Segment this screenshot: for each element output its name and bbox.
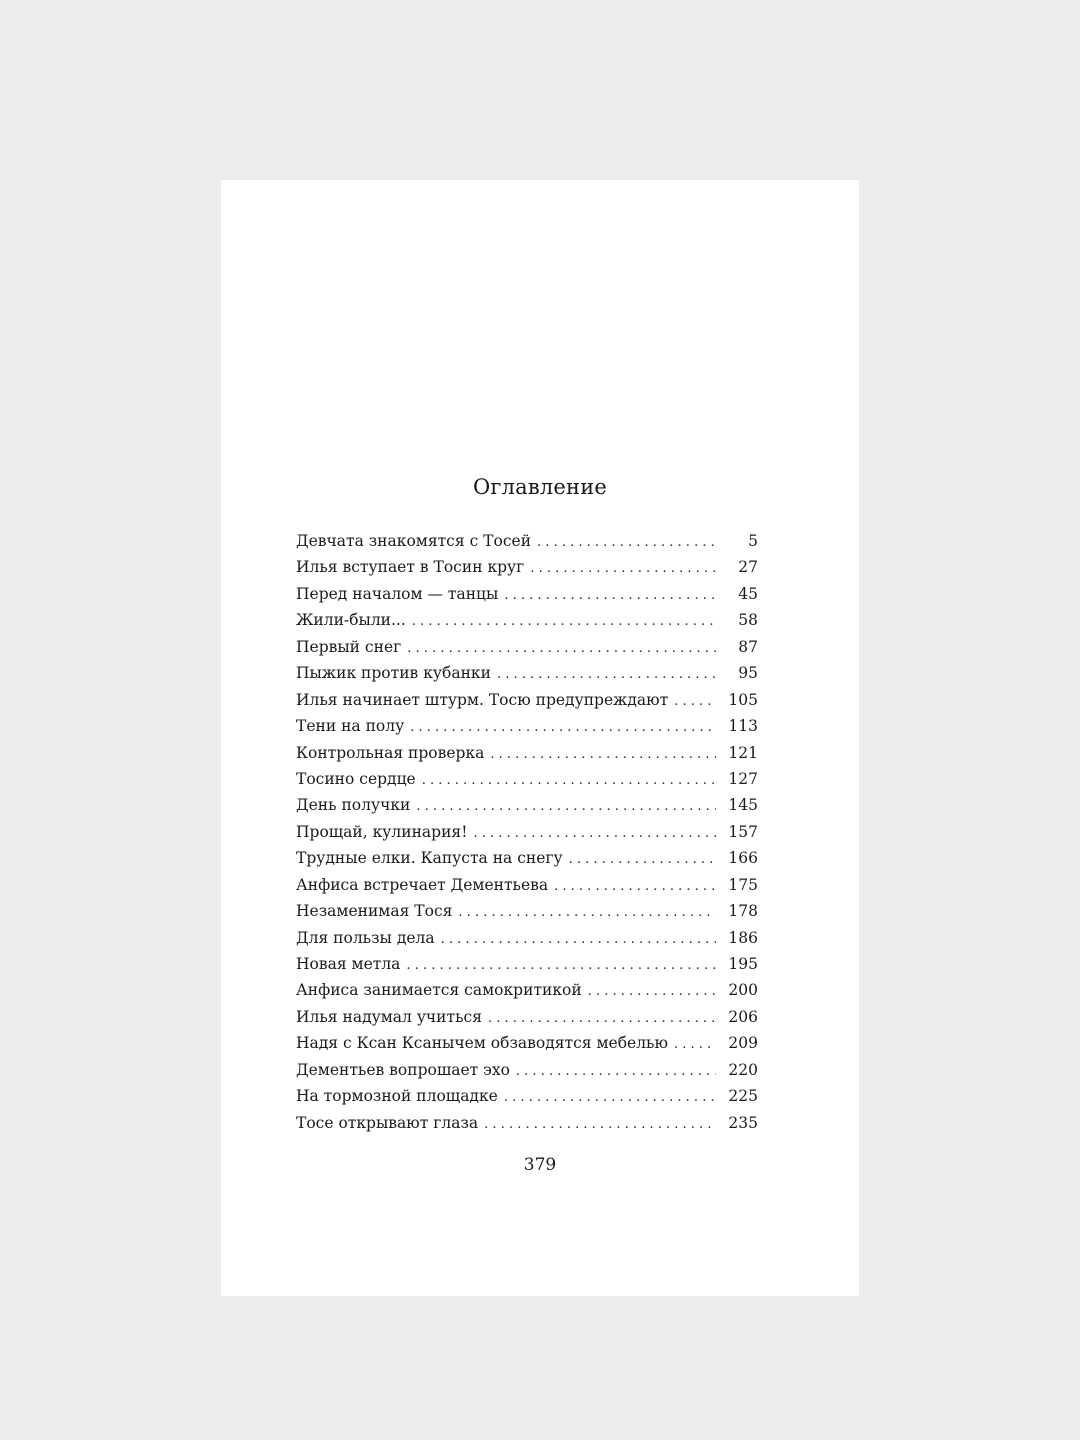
toc-entry-title: Надя с Ксан Ксанычем обзаводятся мебелью: [296, 1034, 668, 1053]
dot-leader: [554, 879, 716, 894]
toc-entry: [296, 1034, 758, 1060]
toc-entry-title: Тени на полу: [296, 717, 405, 736]
toc-entry-page: 178: [728, 902, 758, 921]
toc-entry-title: Анфиса встречает Дементьева: [296, 875, 549, 894]
toc-entry: [296, 664, 758, 690]
toc-entry: [296, 796, 758, 822]
dot-leader: [516, 1064, 716, 1079]
dot-leader: [410, 720, 716, 735]
dot-leader: [412, 614, 716, 629]
toc-entry-title: Дементьев вопрошает эхо: [296, 1060, 510, 1079]
toc-entry: [296, 823, 758, 849]
dot-leader: [569, 852, 716, 867]
toc-entry-page: 157: [728, 822, 758, 841]
book-page: [221, 180, 859, 1296]
toc-entry-title: Анфиса занимается самокритикой: [296, 981, 582, 1000]
toc-entry: [296, 1008, 758, 1034]
toc-entry: [296, 1114, 758, 1140]
dot-leader: [530, 561, 716, 576]
toc-entry: [296, 1061, 758, 1087]
toc-entry-title: Тосе открывают глаза: [296, 1113, 479, 1132]
toc-entry-page: 58: [738, 611, 758, 630]
toc-entry-title: Новая метла: [296, 955, 401, 973]
dot-leader: [458, 905, 716, 920]
toc-entry: [296, 638, 758, 664]
dot-leader: [473, 826, 716, 841]
dot-leader: [406, 958, 716, 973]
toc-entry-page: 209: [728, 1034, 758, 1053]
toc-entry-title: Первый снег: [296, 637, 402, 656]
toc-entry-page: 113: [728, 717, 758, 736]
toc-entry-title: Илья вступает в Тосин круг: [296, 558, 525, 577]
dot-leader: [422, 773, 716, 788]
toc-entry-title: Прощай, кулинария!: [296, 822, 468, 841]
dot-leader: [407, 641, 716, 656]
toc-entry-page: 235: [728, 1113, 758, 1132]
toc-entry-page: 186: [728, 928, 758, 947]
toc-entry-title: На тормозной площадке: [296, 1087, 498, 1106]
dot-leader: [537, 535, 716, 550]
toc-entry-page: 175: [728, 875, 758, 894]
toc-entry: [296, 1087, 758, 1113]
dot-leader: [588, 984, 716, 999]
page-number: 379: [523, 1155, 557, 1175]
toc-entry: [296, 744, 758, 770]
toc-entry-title: Девчата знакомятся с Тосей: [296, 532, 532, 550]
toc-entry-page: 27: [738, 558, 758, 577]
dot-leader: [674, 1037, 716, 1052]
toc-entry-title: День получки: [296, 796, 411, 815]
toc-entry: [296, 955, 758, 981]
toc-entry: [296, 558, 758, 584]
page-title: Оглавление: [472, 475, 608, 499]
toc-entry: [296, 849, 758, 875]
toc-entry: [296, 611, 758, 637]
toc-entry-page: 95: [738, 664, 758, 683]
dot-leader: [497, 667, 716, 682]
toc-entry-title: Пыжик против кубанки: [296, 664, 491, 683]
toc-entry-page: 166: [728, 849, 758, 868]
toc-entry-page: 87: [738, 637, 758, 656]
dot-leader: [441, 932, 716, 947]
toc-entry: [296, 929, 758, 955]
toc-entry: [296, 770, 758, 796]
toc-entry-page: 127: [728, 769, 758, 788]
toc-entry: [296, 876, 758, 902]
dot-leader: [674, 694, 716, 709]
toc-entry-title: Незаменимая Тося: [296, 902, 453, 921]
toc-entry: [296, 585, 758, 611]
toc-entry: [296, 717, 758, 743]
toc-entry-page: 200: [728, 981, 758, 1000]
toc-entry: [296, 902, 758, 928]
toc-entry: [296, 981, 758, 1007]
toc-entry-title: Илья начинает штурм. Тосю предупреждают: [296, 690, 669, 709]
dot-leader: [504, 1090, 716, 1105]
dot-leader: [490, 747, 716, 762]
toc-entry-title: Тосино сердце: [296, 769, 416, 788]
toc-entry-page: 220: [728, 1060, 758, 1079]
dot-leader: [416, 799, 716, 814]
dot-leader: [488, 1011, 716, 1026]
dot-leader: [484, 1117, 716, 1132]
toc-entry-page: 206: [728, 1007, 758, 1026]
toc-entry-page: 45: [738, 584, 758, 603]
toc-entry-page: 195: [728, 955, 758, 973]
toc-entry-title: Контрольная проверка: [296, 743, 485, 762]
toc-entry-title: Илья надумал учиться: [296, 1007, 482, 1026]
dot-leader: [504, 588, 716, 603]
toc-entry-page: 145: [728, 796, 758, 815]
toc-entry: [296, 532, 758, 558]
toc-entry-title: Перед началом — танцы: [296, 584, 499, 603]
toc-entry-title: Трудные елки. Капуста на снегу: [296, 849, 563, 868]
toc-entry-page: 5: [748, 532, 758, 550]
toc-entry-page: 121: [728, 743, 758, 762]
toc-entry: [296, 691, 758, 717]
table-of-contents: [296, 532, 758, 1140]
toc-entry-page: 225: [728, 1087, 758, 1106]
toc-entry-title: Для пользы дела: [296, 928, 435, 947]
toc-entry-page: 105: [728, 690, 758, 709]
toc-entry-title: Жили-были...: [296, 611, 406, 630]
